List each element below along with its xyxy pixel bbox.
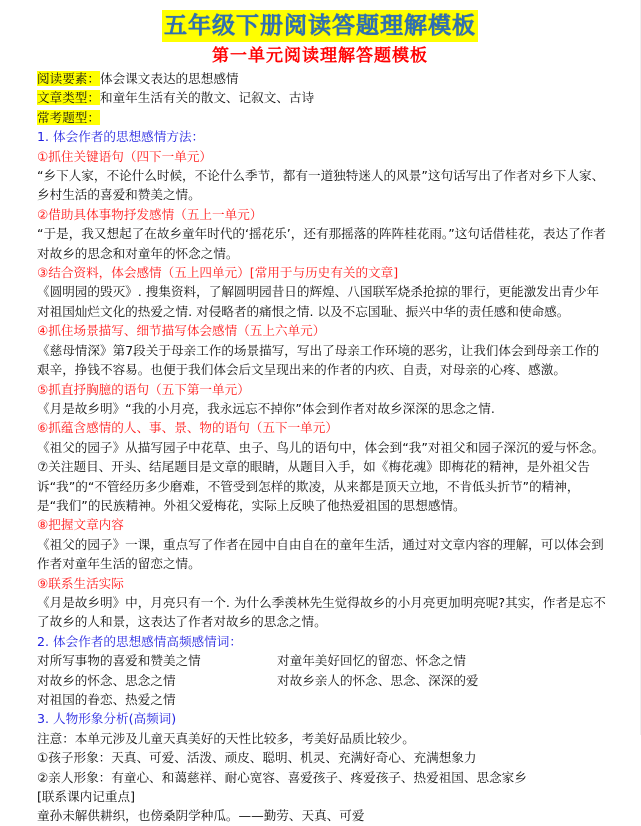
emotion-words-row bbox=[37, 690, 607, 709]
character-item: ①孩子形象：天真、可爱、活泼、顽皮、聪明、机灵、充满好奇心、充满想象力 bbox=[37, 750, 477, 766]
meta-value: 体会课文表达的思想感情 bbox=[99, 71, 239, 86]
emotion-word: 对童年美好回忆的留恋、怀念之情 bbox=[277, 653, 466, 669]
method-text: “于是，我又想起了在故乡童年时代的‘摇花乐’，还有那摇落的阵阵桂花雨。”这句话借桂花，表达了作者对故乡的思念和对童年的怀念之情。 bbox=[37, 226, 606, 261]
method-text: 《慈母情深》第7段关于母亲工作的场景描写，写出了母亲工作环境的恶劣，让我们体会到母亲工作的艰辛，挣钱不容易。也便于我们体会后文呈现出来的作者的内疚、自责，对母亲的心疼、感激。 bbox=[37, 342, 600, 378]
meta-article-type bbox=[37, 88, 607, 107]
method-text: 《祖父的园子》一课，重点写了作者在园中自由自在的童年生活，通过对文章内容的理解，可以体会到作者对童年生活的留恋之情。 bbox=[37, 536, 604, 572]
emotion-words-row bbox=[37, 671, 607, 690]
meta-reading-element bbox=[37, 69, 607, 88]
character-item: ②亲人形象：有童心、和蔼慈祥、耐心宽容、喜爱孩子、疼爱孩子、热爱祖国、思念家乡 bbox=[37, 769, 527, 785]
method-text: 《月是故乡明》中，月亮只有一个. 为什么季羡林先生觉得故乡的小月亮更加明亮呢?其实，作者是忘不了故乡的人和景，这表达了作者对故乡的思念之情。 bbox=[37, 594, 606, 630]
meta-value: 和童年生活有关的散文、记叙文、古诗 bbox=[99, 90, 315, 106]
emotion-word: 对所写事物的喜爱和赞美之情 bbox=[37, 653, 201, 669]
bracket-note: [联系课内记重点] bbox=[37, 789, 135, 805]
method-text: ⑦关注题目、开头、结尾题目是文章的眼睛，从题目入手，如《梅花魂》即梅花的精神，是外祖父告诉“我”的“不管经历多少磨难，不管受到怎样的欺凌，从来都是顶天立地，不肯低头折节”的精神，是“我们”的民族精神。外祖父爱梅花，实际上反映了他热爱祖国的思想感情。 bbox=[37, 459, 590, 513]
section-heading-3: 3. 人物形象分析(高频词) bbox=[37, 711, 177, 727]
method-title: ③结合资料，体会感情（五上四单元）[常用于与历史有关的文章] bbox=[37, 265, 399, 281]
method-title: ⑥抓蕴含感情的人、事、景、物的语句（五下一单元） bbox=[37, 420, 338, 436]
method-text: “乡下人家，不论什么时候，不论什么季节，都有一道独特迷人的风景”这句话写出了作者对乡下人家、乡村生活的喜爱和赞美之情。 bbox=[37, 168, 605, 203]
page-subtitle: 第一单元阅读理解答题模板 bbox=[212, 46, 428, 66]
method-text: 《圆明园的毁灭》. 搜集资料，了解圆明园昔日的辉煌、八国联军烧杀抢掠的罪行，更能激发出青少年对祖国灿烂文化的热爱之情. 对侵略者的痛恨之情. 以及不忘国耻、振兴中华的责任感和使命感。 bbox=[37, 284, 600, 319]
meta-label: 常考题型： bbox=[37, 109, 100, 125]
method-title: ②借助具体事物抒发感情（五上一单元） bbox=[37, 206, 263, 222]
method-title: ④抓住场景描写、细节描写体会感情（五上六单元） bbox=[37, 323, 326, 339]
method-title: ①抓住关键语句（四下一单元） bbox=[37, 148, 213, 164]
emotion-words-row bbox=[37, 651, 607, 670]
meta-label: 文章类型： bbox=[37, 90, 100, 106]
method-title: ⑧把握文章内容 bbox=[37, 517, 124, 533]
method-title: ⑨联系生活实际 bbox=[37, 575, 124, 591]
emotion-word: 对故乡的怀念、思念之情 bbox=[37, 672, 176, 688]
method-text: 《祖父的园子》从描写园子中花草、虫子、鸟儿的语句中，体会到“我”对祖父和园子深沉的爱与怀念。 bbox=[37, 439, 605, 455]
note-text: 注意：本单元涉及儿童天真美好的天性比较多，考美好品质比较少。 bbox=[37, 730, 415, 746]
document-body bbox=[37, 69, 607, 826]
method-title: ⑤抓直抒胸臆的语句（五下第一单元） bbox=[37, 381, 250, 397]
section-heading-2: 2. 体会作者的思想感情高频感情词： bbox=[37, 633, 242, 649]
page-title: 五年级下册阅读答题理解模板 bbox=[162, 10, 478, 42]
section-heading-1: 1. 体会作者的思想感情方法： bbox=[37, 129, 205, 145]
meta-question-type bbox=[37, 108, 607, 127]
title-block bbox=[0, 10, 640, 42]
method-text: 《月是故乡明》“我的小月亮，我永远忘不掉你”体会到作者对故乡深深的思念之情. bbox=[37, 400, 495, 416]
emotion-word: 对故乡亲人的怀念、思念、深深的爱 bbox=[277, 672, 479, 688]
emotion-word: 对祖国的眷恋、热爱之情 bbox=[37, 692, 176, 707]
meta-label: 阅读要素： bbox=[37, 71, 100, 86]
example-text: 童孙未解供耕织，也傍桑阴学种瓜。——勤劳、天真、可爱 bbox=[37, 808, 365, 824]
